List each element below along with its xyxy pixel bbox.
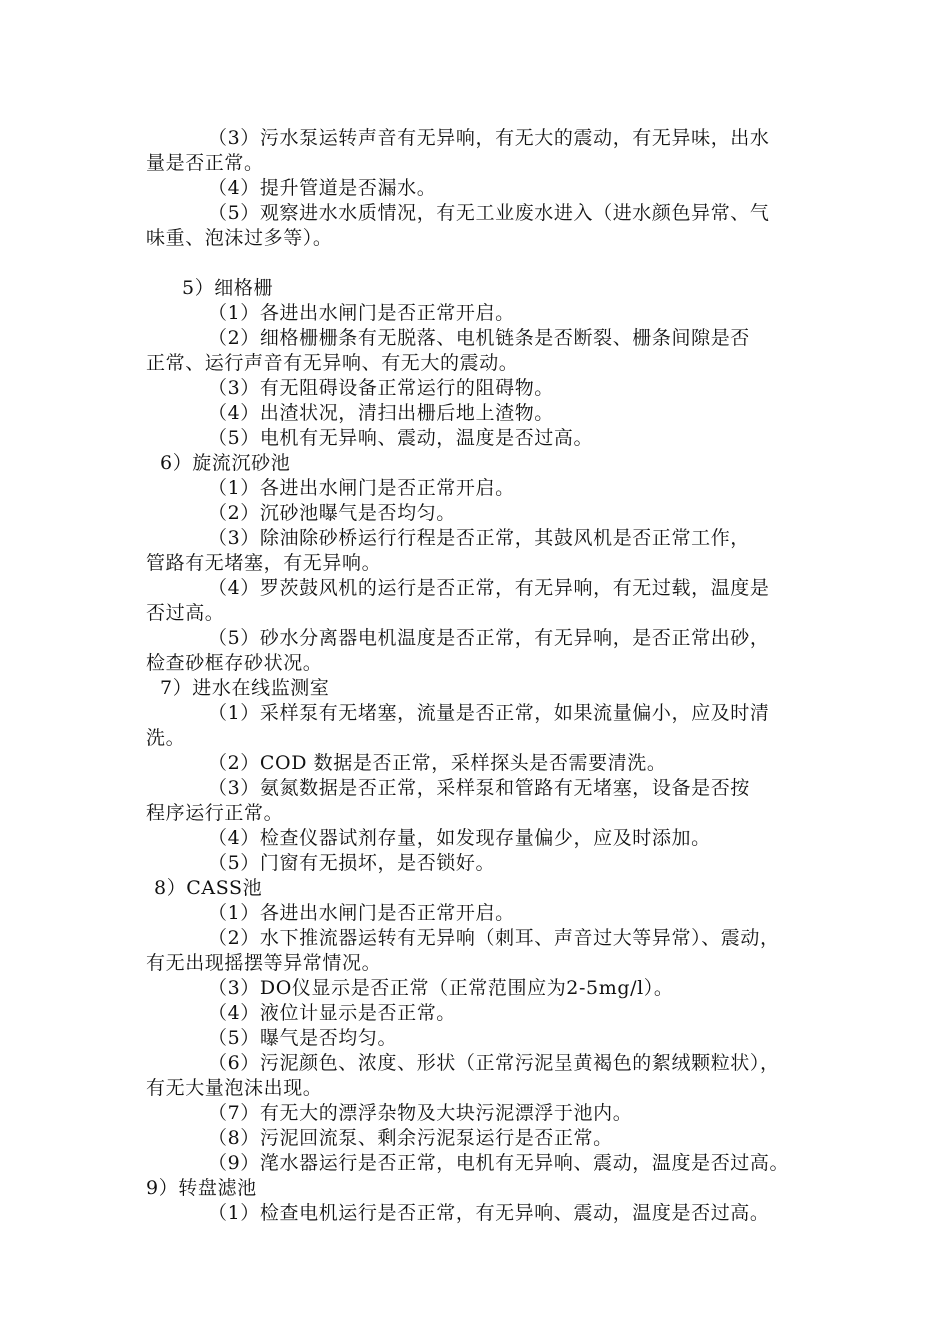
text-line: （1）采样泵有无堵塞，流量是否正常，如果流量偏小，应及时清 (208, 702, 770, 724)
text-line: （1）各进出水闸门是否正常开启。 (208, 477, 515, 499)
text-line: 味重、泡沫过多等）。 (146, 227, 333, 249)
text-line: （9）滗水器运行是否正常，电机有无异响、震动，温度是否过高。 (208, 1152, 790, 1174)
section-heading: 6）旋流沉砂池 (160, 452, 291, 474)
text-line: （5）砂水分离器电机温度是否正常，有无异响，是否正常出砂， (208, 627, 770, 649)
text-line: 洗。 (146, 727, 186, 749)
section-heading: 7）进水在线监测室 (160, 677, 330, 699)
text-line: （3）氨氮数据是否正常，采样泵和管路有无堵塞，设备是否按 (208, 777, 750, 799)
text-line: （2）水下推流器运转有无异响（刺耳、声音过大等异常）、震动， (208, 927, 780, 949)
text-line: （3）DO仪显示是否正常（正常范围应为2-5mg/l）。 (208, 977, 674, 999)
text-line: （8）污泥回流泵、剩余污泥泵运行是否正常。 (208, 1127, 613, 1149)
text-line: （6）污泥颜色、浓度、形状（正常污泥呈黄褐色的絮绒颗粒状）， (208, 1052, 780, 1074)
text-line: （7）有无大的漂浮杂物及大块污泥漂浮于池内。 (208, 1102, 633, 1124)
text-line: 管路有无堵塞，有无异响。 (146, 552, 382, 574)
text-line: （1）检查电机运行是否正常，有无异响、震动，温度是否过高。 (208, 1202, 770, 1224)
text-line: （3）除油除砂桥运行行程是否正常，其鼓风机是否正常工作， (208, 527, 750, 549)
text-line: （4）提升管道是否漏水。 (208, 177, 437, 199)
text-line: （5）电机有无异响、震动，温度是否过高。 (208, 427, 594, 449)
text-line: （2）沉砂池曝气是否均匀。 (208, 502, 456, 524)
text-line: （1）各进出水闸门是否正常开启。 (208, 902, 515, 924)
text-line: 检查砂框存砂状况。 (146, 652, 323, 674)
text-line: （3）有无阻碍设备正常运行的阻碍物。 (208, 377, 554, 399)
text-line: （5）曝气是否均匀。 (208, 1027, 398, 1049)
text-line: 量是否正常。 (146, 152, 264, 174)
text-line: 正常、运行声音有无异响、有无大的震动。 (146, 352, 519, 374)
text-line: （4）检查仪器试剂存量，如发现存量偏少，应及时添加。 (208, 827, 711, 849)
text-line: （5）观察进水水质情况，有无工业废水进入（进水颜色异常、气 (208, 202, 770, 224)
section-heading: 9）转盘滤池 (146, 1177, 257, 1199)
text-line: （1）各进出水闸门是否正常开启。 (208, 302, 515, 324)
text-line: 有无出现摇摆等异常情况。 (146, 952, 382, 974)
text-line: （5）门窗有无损坏，是否锁好。 (208, 852, 496, 874)
text-line: 程序运行正常。 (146, 802, 284, 824)
section-heading: 5）细格栅 (182, 277, 274, 299)
text-line: （4）出渣状况，清扫出栅后地上渣物。 (208, 402, 554, 424)
text-line: 有无大量泡沫出现。 (146, 1077, 323, 1099)
text-line: （2）细格栅栅条有无脱落、电机链条是否断裂、栅条间隙是否 (208, 327, 750, 349)
text-line: （4）罗茨鼓风机的运行是否正常，有无异响，有无过载，温度是 (208, 577, 770, 599)
text-line: （2）COD 数据是否正常，采样探头是否需要清洗。 (208, 752, 667, 774)
text-line: 否过高。 (146, 602, 225, 624)
text-line: （4）液位计显示是否正常。 (208, 1002, 456, 1024)
text-line: （3）污水泵运转声音有无异响，有无大的震动，有无异味，出水 (208, 127, 770, 149)
section-heading: 8）CASS池 (154, 877, 263, 899)
